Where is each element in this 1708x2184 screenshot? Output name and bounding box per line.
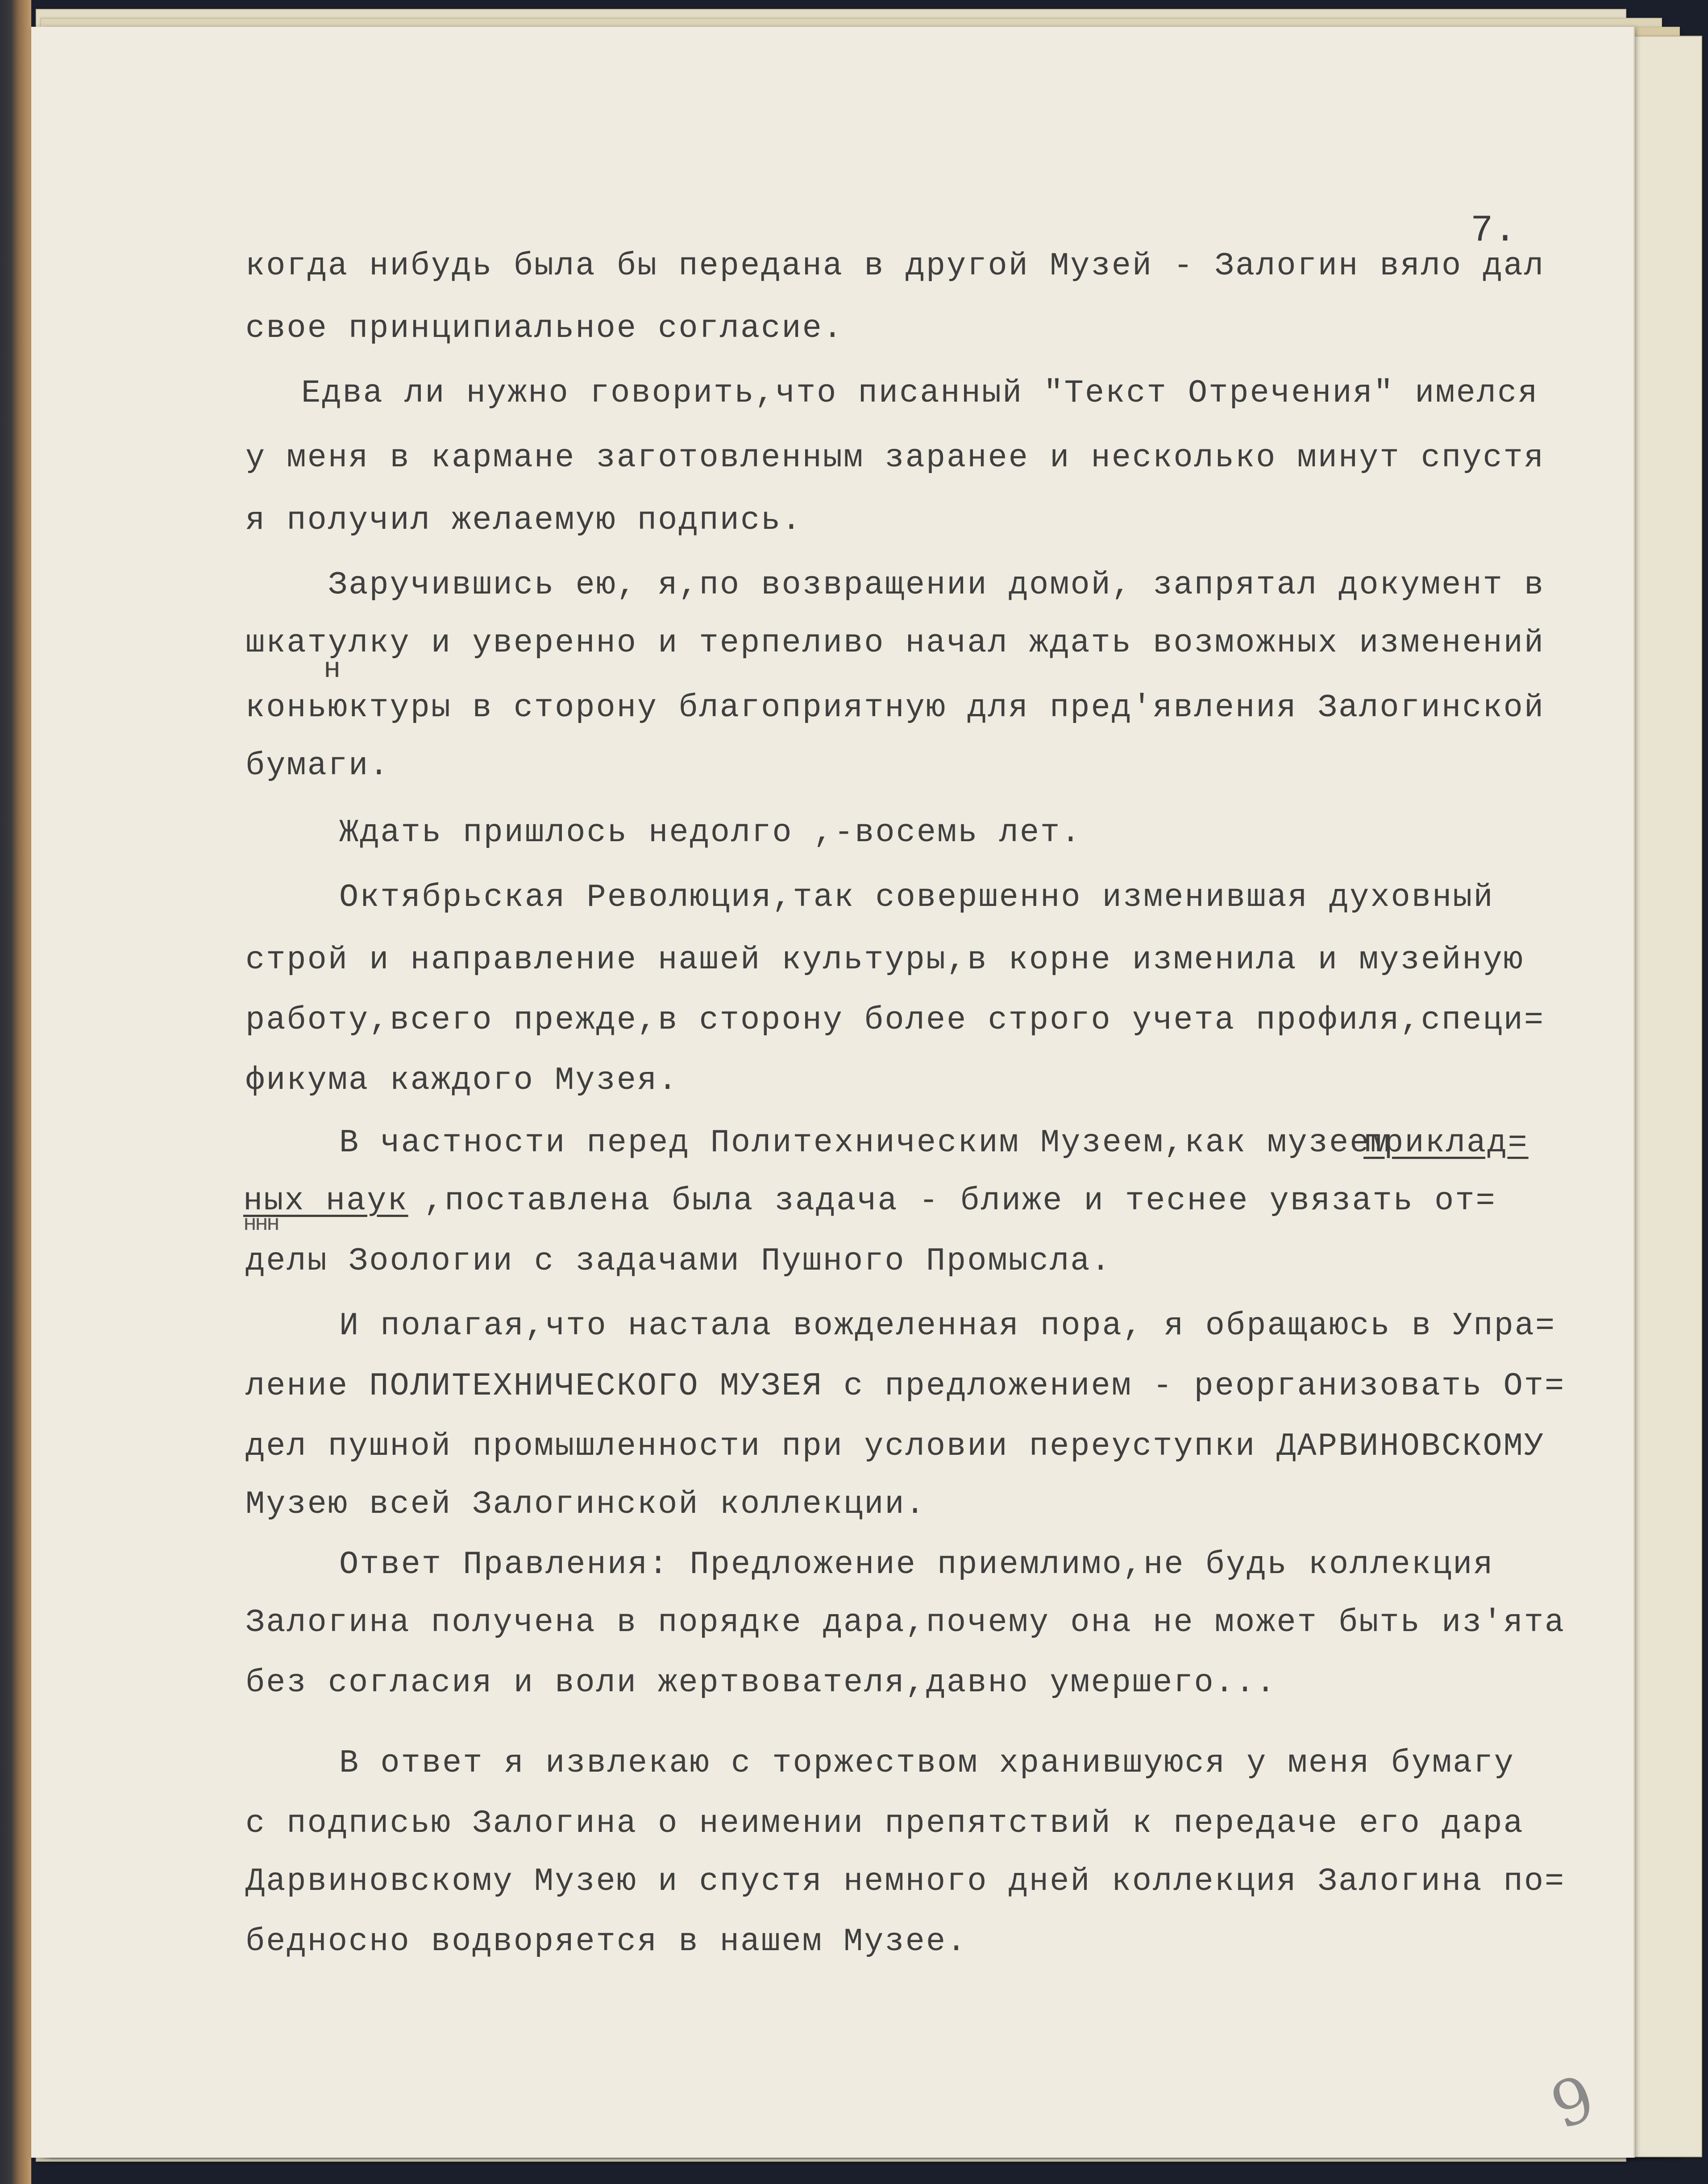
typed-overstrike: ннн — [243, 1212, 278, 1237]
text-line: Ждать пришлось недолго ,-восемь лет. — [339, 814, 1082, 851]
text-line: коньюктуры в сторону благоприятную для пред'явления Залогинской — [245, 689, 1545, 726]
text-line: Залогина получена в порядке дара,почему она не может быть из'ята — [245, 1604, 1566, 1641]
page-number: 7. — [1471, 210, 1517, 252]
text-line: бумаги. — [245, 747, 390, 784]
handwritten-insertion: н — [324, 654, 341, 686]
text-line: Музею всей Залогинской коллекции. — [245, 1486, 926, 1523]
text-line: свое принципиальное согласие. — [245, 310, 844, 347]
typewritten-page — [31, 27, 1635, 2158]
text-line: у меня в кармане заготовленным заранее и несколько минут спустя — [245, 440, 1545, 476]
text-line: шкатулку и уверенно и терпеливо начал ждать возможных изменений — [245, 625, 1545, 661]
page-body — [31, 27, 1633, 2158]
text-line: без согласия и воли жертвователя,давно умершего... — [245, 1665, 1277, 1701]
text-line: работу,всего прежде,в сторону более строго учета профиля,специ= — [245, 1002, 1545, 1038]
text-line: Дарвиновскому Музею и спустя немного дней коллекция Залогина по= — [245, 1863, 1566, 1900]
text-line: В частности перед Политехническим Музеем,как музеем — [339, 1125, 1391, 1161]
text-line: ,поставлена была задача - ближе и теснее увязать от= — [424, 1183, 1496, 1219]
text-line: Октябрьская Революция,так совершенно изменившая духовный — [339, 879, 1494, 916]
text-line: фикума каждого Музея. — [245, 1062, 679, 1099]
text-line: строй и направление нашей культуры,в корне изменила и музейную — [245, 942, 1524, 978]
binding-edge — [0, 0, 31, 2184]
text-line: я получил желаемую подпись. — [245, 502, 802, 539]
text-line: В ответ я извлекаю с торжеством хранившуюся у меня бумагу — [339, 1745, 1515, 1781]
text-line: Едва ли нужно говорить,что писанный "Текст Отречения" имелся — [301, 375, 1539, 411]
text-line: когда нибудь была бы передана в другой Музей - Залогин вяло дал — [245, 248, 1545, 284]
text-line: бедносно водворяется в нашем Музее. — [245, 1923, 968, 1960]
text-line: делы Зоологии с задачами Пушного Промысла. — [245, 1243, 1112, 1279]
text-line: ление ПОЛИТЕХНИЧЕСКОГО МУЗЕЯ с предложением - реорганизовать От= — [245, 1368, 1566, 1404]
text-line: дел пушной промышленности при условии переуступки ДАРВИНОВСКОМУ — [245, 1428, 1545, 1465]
text-line: Заручившись ею, я,по возвращении домой, запрятал документ в — [328, 567, 1545, 603]
underlined-word: приклад= — [1363, 1125, 1529, 1161]
underlined-word: ных наук — [243, 1183, 408, 1219]
pencil-folio-mark: 9 — [1542, 2061, 1604, 2144]
text-line: с подписью Залогина о неимении препятствий к передаче его дара — [245, 1805, 1524, 1842]
text-line: И полагая,что настала вожделенная пора, я обращаюсь в Упра= — [339, 1308, 1556, 1344]
text-line: Ответ Правления: Предложение приемлимо,не будь коллекция — [339, 1546, 1494, 1583]
